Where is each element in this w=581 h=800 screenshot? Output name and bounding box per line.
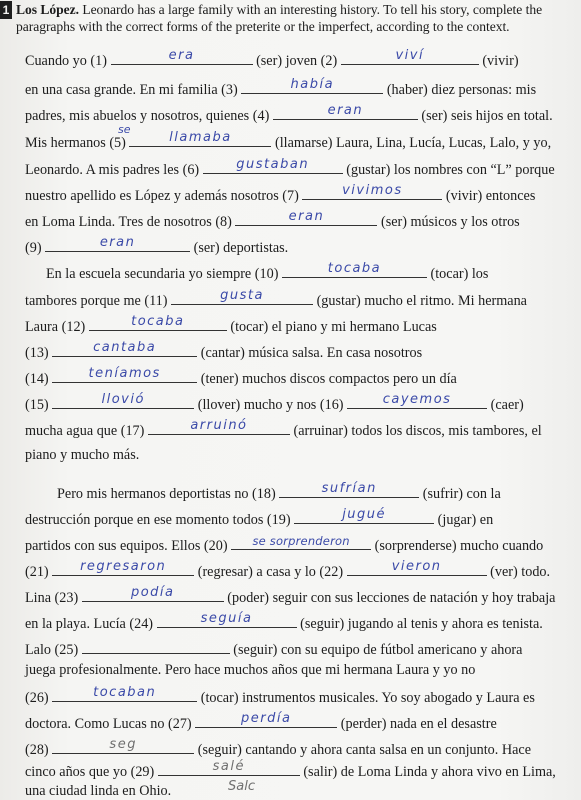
blank-2[interactable]: viví bbox=[341, 51, 479, 65]
blank-6[interactable]: gustaban bbox=[203, 160, 343, 174]
blank-23[interactable]: podía bbox=[82, 588, 224, 602]
blank-17[interactable]: arruinó bbox=[148, 421, 290, 435]
blank-4[interactable]: eran bbox=[273, 106, 418, 120]
blank-24[interactable]: seguía bbox=[157, 614, 297, 628]
blank-7[interactable]: vivimos bbox=[302, 186, 442, 200]
blank-20[interactable]: se sorprenderon bbox=[231, 536, 371, 550]
blank-26[interactable]: tocaban bbox=[52, 688, 197, 702]
p1-line-7: en Loma Linda. Tres de nosotros (8) eran (ser) músicos y los otros bbox=[25, 209, 520, 230]
p1-line-4: Mis hermanos (5) llamaba (llamarse) Laura, Lina, Lucía, Lucas, Lalo, y yo, bbox=[25, 130, 552, 151]
p2-line-7: mucha agua que (17) arruinó (arruinar) todos los discos, mis tambores, el bbox=[25, 418, 542, 439]
exercise-number: 1 bbox=[0, 1, 12, 19]
p2-line-8: piano y mucho más. bbox=[25, 447, 140, 463]
p2-line-2: tambores porque me (11) gusta (gustar) mucho el ritmo. Mi hermana bbox=[25, 288, 527, 309]
blank-10[interactable]: tocaba bbox=[282, 264, 427, 278]
blank-13[interactable]: cantaba bbox=[52, 343, 197, 357]
p3-line-5: Lina (23) podía (poder) seguir con sus lecciones de natación y hoy trabaja bbox=[25, 585, 556, 606]
intro-line-1: Los López. Leonardo has a large family with an interesting history. To tell his story, complete the bbox=[16, 2, 543, 17]
blank-15[interactable]: llovió bbox=[52, 395, 194, 409]
p3-line-6: en la playa. Lucía (24) seguía (seguir) jugando al tenis y ahora es tenista. bbox=[25, 611, 543, 632]
blank-8[interactable]: eran bbox=[235, 212, 377, 226]
blank-3[interactable]: había bbox=[241, 80, 383, 94]
p3-line-13: una ciudad linda en Ohio. bbox=[25, 783, 172, 799]
p3-line-3: partidos con sus equipos. Ellos (20) se sorprenderon (sorprenderse) mucho cuando bbox=[25, 534, 544, 554]
p2-line-3: Laura (12) tocaba (tocar) el piano y mi hermano Lucas bbox=[25, 314, 437, 335]
blank-22[interactable]: vieron bbox=[347, 562, 487, 576]
blank-27[interactable]: perdía bbox=[195, 714, 337, 728]
p3-line-11: (28) seg (seguir) cantando y ahora canta salsa en un conjunto. Hace bbox=[25, 737, 532, 758]
handwritten-note-se: se bbox=[118, 123, 131, 136]
blank-9[interactable]: eran bbox=[45, 238, 190, 252]
intro-line-2: paragraphs with the correct forms of the preterite or the imperfect, according to the context. bbox=[16, 19, 510, 34]
exercise-title: Los López. bbox=[16, 2, 79, 17]
blank-25[interactable] bbox=[82, 640, 230, 654]
p2-line-5: (14) teníamos (tener) muchos discos compactos pero un día bbox=[25, 366, 457, 387]
blank-28[interactable]: seg bbox=[52, 740, 194, 754]
p3-line-1: Pero mis hermanos deportistas no (18) sufrían (sufrir) con la bbox=[57, 481, 501, 502]
blank-11[interactable]: gusta bbox=[171, 291, 313, 305]
blank-14[interactable]: teníamos bbox=[52, 369, 197, 383]
p1-line-2: en una casa grande. En mi familia (3) había (haber) diez personas: mis bbox=[25, 77, 537, 98]
p3-line-9: (26) tocaban (tocar) instrumentos musicales. Yo soy abogado y Laura es bbox=[25, 685, 535, 706]
blank-12[interactable]: tocaba bbox=[89, 317, 227, 331]
p1-line-8: (9) eran (ser) deportistas. bbox=[25, 235, 289, 256]
blank-5[interactable]: llamaba bbox=[129, 133, 271, 147]
p3-line-4: (21) regresaron (regresar) a casa y lo (22) vieron (ver) todo. bbox=[25, 559, 551, 580]
p1-line-6: nuestro apellido es López y además nosotros (7) vivimos (vivir) entonces bbox=[25, 183, 536, 204]
blank-21[interactable]: regresaron bbox=[52, 562, 194, 576]
p2-line-4: (13) cantaba (cantar) música salsa. En casa nosotros bbox=[25, 340, 423, 361]
p3-line-8: juega profesionalmente. Pero hace muchos años que mi hermana Laura y yo no bbox=[25, 662, 476, 678]
p1-line-5: Leonardo. A mis padres les (6) gustaban (gustar) los nombres con “L” porque bbox=[25, 157, 555, 178]
blank-1[interactable]: era bbox=[111, 51, 253, 65]
p2-line-1: En la escuela secundaria yo siempre (10) tocaba (tocar) los bbox=[46, 261, 489, 282]
p3-line-12: cinco años que yo (29) salé (salir) de Loma Linda y ahora vivo en Lima, bbox=[25, 759, 556, 780]
p1-line-3: padres, mis abuelos y nosotros, quienes (4) eran (ser) seis hijos en total. bbox=[25, 103, 553, 124]
blank-19[interactable]: jugué bbox=[294, 510, 434, 524]
p3-line-7: Lalo (25) (seguir) con su equipo de fútbol americano y ahora bbox=[25, 642, 523, 658]
blank-16[interactable]: cayemos bbox=[347, 395, 487, 409]
blank-18[interactable]: sufrían bbox=[279, 484, 419, 498]
p2-line-6: (15) llovió (llover) mucho y nos (16) cayemos (caer) bbox=[25, 392, 524, 413]
blank-29[interactable]: salé bbox=[158, 762, 300, 776]
handwritten-note-salc: Salc bbox=[228, 779, 255, 794]
p1-line-1: Cuando yo (1) era (ser) joven (2) viví (vivir) bbox=[25, 48, 519, 69]
p3-line-2: destrucción porque en ese momento todos (19) jugué (jugar) en bbox=[25, 507, 494, 528]
p3-line-10: doctora. Como Lucas no (27) perdía (perder) nada en el desastre bbox=[25, 711, 497, 732]
